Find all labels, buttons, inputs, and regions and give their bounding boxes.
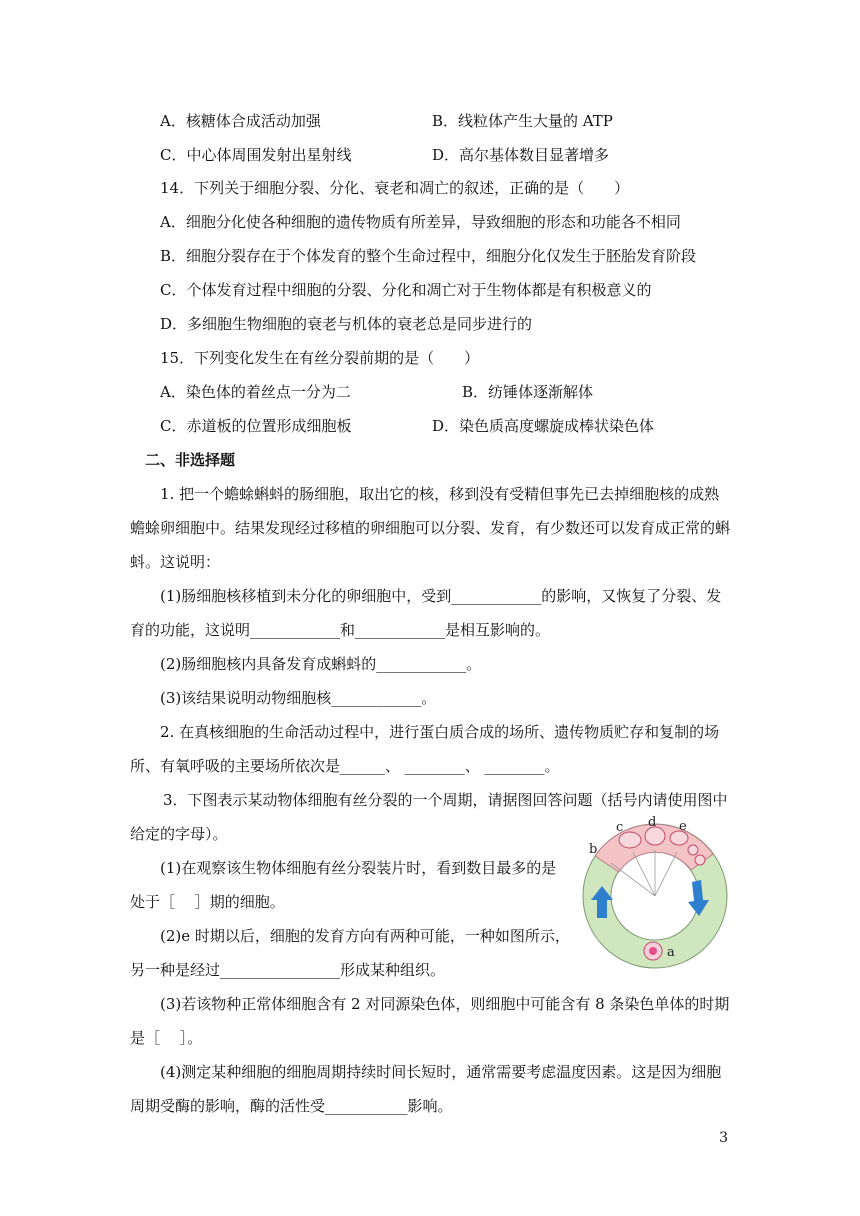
label-c: c <box>616 820 624 835</box>
p3-sub2-line-1: (2)e 时期以后，细胞的发育方向有两种可能，一种如图所示， <box>160 927 570 945</box>
p1-stem-line-3: 蚪。这说明： <box>130 553 221 571</box>
q15-option-c: C．赤道板的位置形成细胞板 <box>160 417 352 435</box>
page-number: 3 <box>719 1130 728 1146</box>
p1-sub3: (3)该结果说明动物细胞核____________。 <box>160 689 437 707</box>
cell-cycle-diagram <box>575 808 740 973</box>
p1-stem-line-2: 蟾蜍卵细胞中。结果发现经过移植的卵细胞可以分裂、发育，有少数还可以发育成正常的蝌 <box>130 519 731 537</box>
p1-sub2: (2)肠细胞核内具备发育成蝌蚪的____________。 <box>160 655 482 673</box>
p3-sub4-line-1: (4)测定某种细胞的细胞周期持续时间长短时，通常需要考虑温度因素。这是因为细胞 <box>160 1063 722 1081</box>
q15-option-a: A．染色体的着丝点一分为二 <box>160 383 351 401</box>
p3-stem-line-2: 给定的字母）。 <box>130 825 228 843</box>
cell-e-2 <box>688 845 698 855</box>
q14-option-d: D．多细胞生物细胞的衰老与机体的衰老总是同步进行的 <box>160 315 533 333</box>
section-title: 二、非选择题 <box>145 451 236 469</box>
p2-line-2: 所、有氧呼吸的主要场所依次是______、 ________、 ________。 <box>130 757 560 775</box>
q14-option-b: B．细胞分裂存在于个体发育的整个生命过程中，细胞分化仅发生于胚胎发育阶段 <box>160 247 697 265</box>
label-e: e <box>679 819 687 834</box>
q15-stem: 15．下列变化发生在有丝分裂前期的是（ ） <box>160 349 480 367</box>
p1-stem-line-1: 1. 把一个蟾蜍蝌蚪的肠细胞，取出它的核，移到没有受精但事先已去掉细胞核的成熟 <box>160 485 720 503</box>
cell-e-3 <box>695 855 705 865</box>
p1-sub1-line-1: (1)肠细胞核移植到未分化的卵细胞中，受到____________的影响，又恢复了分裂、发 <box>160 587 722 605</box>
label-d: d <box>648 815 657 830</box>
p2-line-1: 2. 在真核细胞的生命活动过程中，进行蛋白质合成的场所、遗传物质贮存和复制的场 <box>160 723 720 741</box>
q13-option-b: B．线粒体产生大量的 ATP <box>432 112 613 130</box>
q14-option-c: C．个体发育过程中细胞的分裂、分化和凋亡对于生物体都是有积极意义的 <box>160 281 652 299</box>
q13-option-c: C．中心体周围发射出星射线 <box>160 146 352 164</box>
p3-sub3-line-2: 是［ ］。 <box>130 1029 203 1047</box>
p3-sub1-line-1: (1)在观察该生物体细胞有丝分裂装片时，看到数目最多的是 <box>160 859 557 877</box>
label-a: a <box>667 945 675 960</box>
label-b: b <box>589 842 598 857</box>
p3-sub4-line-2: 周期受酶的影响，酶的活性受___________影响。 <box>130 1097 453 1115</box>
q15-option-b: B．纺锤体逐渐解体 <box>462 383 594 401</box>
q14-stem: 14．下列关于细胞分裂、分化、衰老和凋亡的叙述，正确的是（ ） <box>160 179 630 197</box>
p3-sub1-line-2: 处于［ ］期的细胞。 <box>130 893 285 911</box>
p1-sub1-line-2: 育的功能，这说明____________和____________是相互影响的。 <box>130 621 551 639</box>
q15-option-d: D．染色质高度螺旋成棒状染色体 <box>432 417 655 435</box>
p3-sub2-line-2: 另一种是经过________________形成某种组织。 <box>130 961 446 979</box>
p3-stem-line-1: 3．下图表示某动物体细胞有丝分裂的一个周期，请据图回答问题（括号内请使用图中 <box>163 791 728 809</box>
q14-option-a: A．细胞分化使各种细胞的遗传物质有所差异，导致细胞的形态和功能各不相同 <box>160 213 681 231</box>
q13-option-a: A．核糖体合成活动加强 <box>160 112 321 130</box>
cell-a-nucleus <box>649 947 657 955</box>
q13-option-d: D．高尔基体数目显著增多 <box>432 146 610 164</box>
p3-sub3-line-1: (3)若该物种正常体细胞含有 2 对同源染色体，则细胞中可能含有 8 条染色单体的时期 <box>160 995 730 1013</box>
